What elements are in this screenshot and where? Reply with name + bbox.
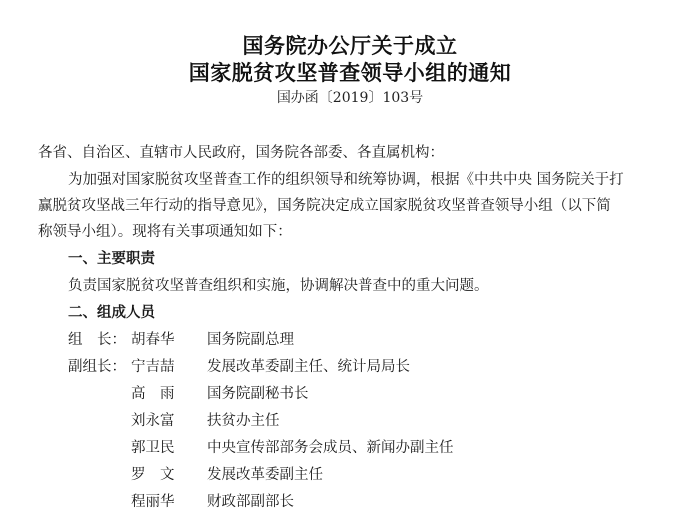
member-role: 组 长： [68,332,126,348]
document-title-line-1: 国务院办公厅关于成立 [242,33,458,58]
member-name: 罗 文 [131,467,175,483]
intro-line-3: 称领导小组）。现将有关事项通知如下： [38,224,292,240]
member-name: 宁吉喆 [131,359,175,375]
member-role: 副组长： [68,359,126,375]
intro-line-2: 赢脱贫攻坚战三年行动的指导意见》，国务院决定成立国家脱贫攻坚普查领导小组（以下简 [38,198,611,214]
salutation: 各省、自治区、直辖市人民政府，国务院各部委、各直属机构： [38,145,444,161]
member-title: 财政部副部长 [207,494,294,510]
section-1-text: 负责国家脱贫攻坚普查组织和实施，协调解决普查中的重大问题。 [68,278,489,294]
member-name: 高 雨 [131,386,175,402]
member-title: 国务院副秘书长 [207,386,309,402]
member-title: 国务院副总理 [207,332,294,348]
member-name: 刘永富 [131,413,175,429]
section-2-heading: 二、组成人员 [68,304,155,321]
member-title: 扶贫办主任 [207,413,280,429]
member-title: 中央宣传部部务会成员、新闻办副主任 [207,440,454,456]
member-name: 胡春华 [131,332,175,348]
member-title: 发展改革委副主任、统计局局长 [207,359,410,375]
member-title: 发展改革委副主任 [207,467,323,483]
document-title-line-2: 国家脱贫攻坚普查领导小组的通知 [188,60,512,85]
intro-line-1: 为加强对国家脱贫攻坚普查工作的组织领导和统筹协调，根据《中共中央 国务院关于打 [68,172,624,188]
member-name: 郭卫民 [131,440,175,456]
member-name: 程丽华 [131,494,175,510]
section-1-heading: 一、主要职责 [68,250,155,267]
document-number: 国办函〔2019〕103号 [276,90,424,106]
